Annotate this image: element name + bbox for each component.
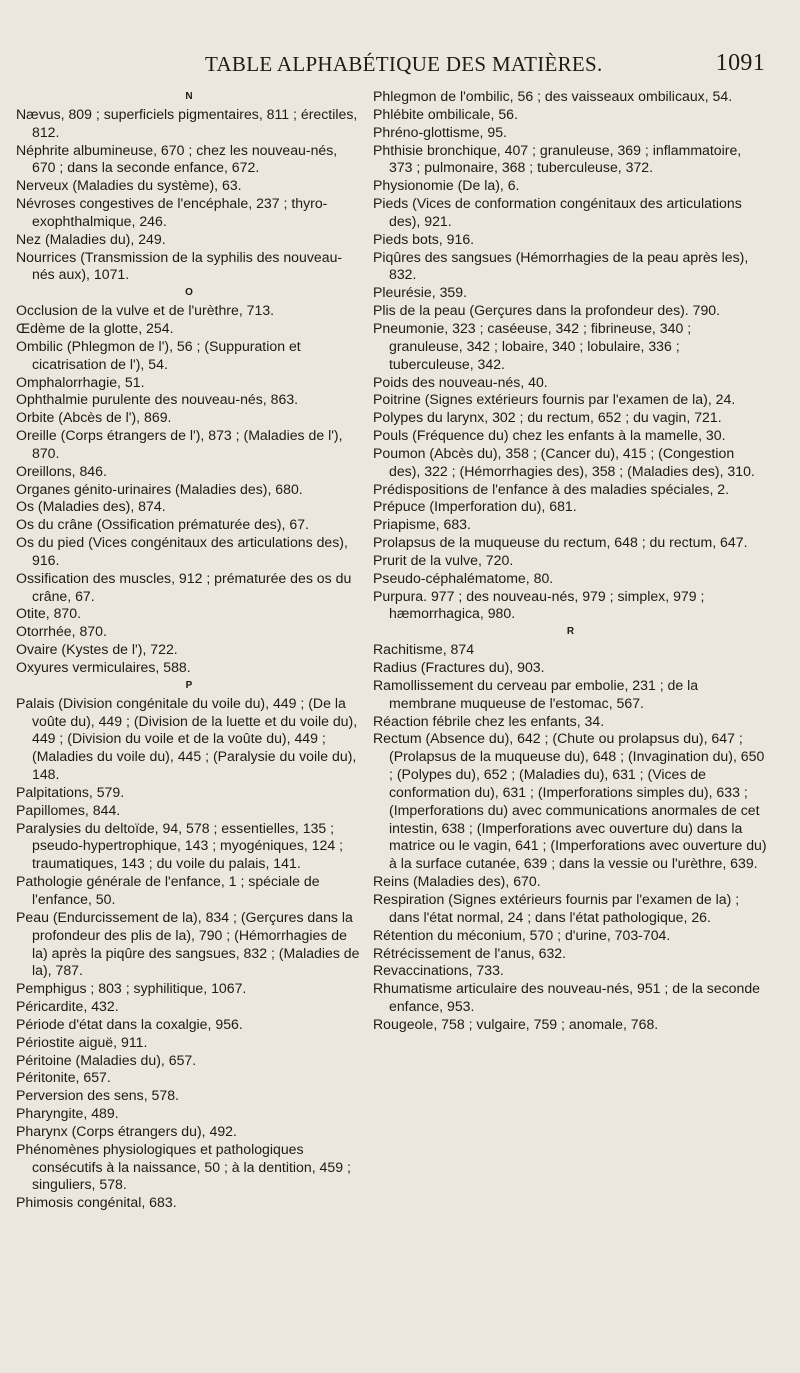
index-entry: Oreille (Corps étrangers de l'), 873 ; (Maladies de l'), 870.	[16, 427, 343, 461]
page-number: 1091	[715, 50, 765, 76]
section-letter: N	[185, 91, 193, 102]
index-entry: Pouls (Fréquence du) chez les enfants à la mamelle, 30.	[373, 427, 726, 444]
section-letter: P	[185, 679, 193, 691]
index-entry: Otorrhée, 870.	[16, 623, 107, 640]
index-entry: Rectum (Absence du), 642 ; (Chute ou prolapsus du), 647 ; (Prolapsus de la muqueuse du), 648 ; (Invagination du), 650 ; (Polypes du), 652 ; (Maladies du), 631 ; (Vices de conformation du), 631 ; (Imperforations simples du), 633 ; (Imperforations du) avec communications anormales de cet intestin, 638 ; (Imperforations avec ouverture du) dans la matrice ou le vagin, 641 ; (Imperforations avec ouverture du) à la surface cutanée, 639 ; dans la vessie ou l'urèthre, 639.	[373, 730, 767, 872]
index-entry: Paralysies du deltoïde, 94, 578 ; essentielles, 135 ; pseudo-hypertrophique, 143 ; myogéniques, 124 ; traumatiques, 143 ; du voile du palais, 141.	[16, 819, 344, 872]
section-letter: O	[185, 287, 193, 299]
index-entry: Pieds (Vices de conformation congénitaux des articulations des), 921.	[373, 195, 742, 229]
index-entry: Prolapsus de la muqueuse du rectum, 648 ; du rectum, 647.	[373, 534, 748, 551]
index-entry: Perversion des sens, 578.	[16, 1087, 179, 1104]
index-entry: Os du crâne (Ossification prématurée des), 67.	[16, 516, 309, 533]
index-entry: Œdème de la glotte, 254.	[16, 319, 174, 336]
index-entry: Piqûres des sangsues (Hémorrhagies de la peau après les), 832.	[373, 248, 749, 283]
index-entry: Rétrécissement de l'anus, 632.	[373, 944, 567, 961]
index-entry: Périostite aiguë, 911.	[16, 1033, 148, 1050]
index-entry: Respiration (Signes extérieurs fournis par l'examen de la) ; dans l'état normal, 24 ; dans l'état pathologique, 26.	[373, 890, 740, 925]
index-entry: Omphalorrhagie, 51.	[16, 373, 145, 390]
index-entry: Pleurésie, 359.	[373, 284, 468, 301]
index-entry: Priapisme, 683.	[373, 516, 471, 533]
index-entry: Péritonite, 657.	[16, 1069, 111, 1086]
index-entry: Nourrices (Transmission de la syphilis des nouveau-nés aux), 1071.	[16, 248, 343, 283]
index-entry: Nerveux (Maladies du système), 63.	[16, 177, 242, 194]
index-entry: Ossification des muscles, 912 ; prématurée des os du crâne, 67.	[16, 569, 352, 604]
index-entry: Phthisie bronchique, 407 ; granuleuse, 369 ; inflammatoire, 373 ; pulmonaire, 368 ; tuberculeuse, 372.	[373, 141, 742, 176]
index-entry: Ombilic (Phlegmon de l'), 56 ; (Suppuration et cicatrisation de l'), 54.	[16, 337, 301, 372]
index-entry: Ramollissement du cerveau par embolie, 231 ; de la membrane muqueuse de l'estomac, 567.	[373, 676, 699, 711]
index-entry: Période d'état dans la coxalgie, 956.	[16, 1015, 243, 1032]
index-entry: Péritoine (Maladies du), 657.	[16, 1051, 197, 1068]
index-entry: Peau (Endurcissement de la), 834 ; (Gerçures dans la profondeur des plis de la), 790 ; (Hémorrhagies de la) après la piqûre des sangsues, 832 ; (Maladies de la), 787.	[16, 908, 360, 979]
index-entry: Poumon (Abcès du), 358 ; (Cancer du), 415 ; (Congestion des), 322 ; (Hémorrhagies des), 358 ; (Maladies des), 310.	[373, 444, 755, 479]
right-index-column	[373, 88, 768, 1034]
index-entry: Pathologie générale de l'enfance, 1 ; spéciale de l'enfance, 50.	[16, 873, 320, 907]
section-letter: R	[566, 626, 575, 638]
index-entry: Péricardite, 432.	[16, 998, 119, 1015]
index-entry: Radius (Fractures du), 903.	[373, 659, 545, 675]
index-entry: Prédispositions de l'enfance à des maladies spéciales, 2.	[373, 480, 730, 497]
index-entry: Pieds bots, 916.	[373, 230, 475, 247]
index-entry: Phlegmon de l'ombilic, 56 ; des vaisseaux ombilicaux, 54.	[373, 88, 733, 104]
index-entry: Néphrite albumineuse, 670 ; chez les nouveau-nés, 670 ; dans la seconde enfance, 672.	[16, 141, 338, 176]
index-entry: Palais (Division congénitale du voile du), 449 ; (De la voûte du), 449 ; (Division de la luette et du voile du), 449 ; (Division du voile et de la voûte du), 449 ; (Maladies du voile du), 445 ; (Paralysie du voile du), 148.	[16, 694, 358, 783]
index-entry: Otite, 870.	[16, 605, 82, 622]
index-entry: Phénomènes physiologiques et pathologiques consécutifs à la naissance, 50 ; à la dentition, 459 ; singuliers, 578.	[16, 1140, 351, 1193]
index-entry: Physionomie (De la), 6.	[373, 177, 520, 194]
index-entry: Réaction fébrile chez les enfants, 34.	[373, 712, 605, 729]
index-entry: Rougeole, 758 ; vulgaire, 759 ; anomale, 768.	[373, 1015, 659, 1032]
index-entry: Poitrine (Signes extérieurs fournis par l'examen de la), 24.	[373, 391, 736, 408]
index-entry: Ophthalmie purulente des nouveau-nés, 863.	[16, 391, 299, 408]
left-index-column	[16, 88, 362, 1212]
index-entry: Orbite (Abcès de l'), 869.	[16, 409, 172, 426]
running-title: TABLE ALPHABÉTIQUE DES MATIÈRES.	[205, 52, 603, 76]
index-entry: Poids des nouveau-nés, 40.	[373, 373, 548, 390]
index-entry: Pharyngite, 489.	[16, 1105, 119, 1122]
index-entry: Phimosis congénital, 683.	[16, 1194, 177, 1211]
index-entry: Purpura. 977 ; des nouveau-nés, 979 ; simplex, 979 ; hæmorrhagica, 980.	[373, 587, 705, 622]
index-entry: Prurit de la vulve, 720.	[373, 551, 514, 568]
index-entry: Polypes du larynx, 302 ; du rectum, 652 ; du vagin, 721.	[373, 409, 722, 426]
index-entry: Revaccinations, 733.	[373, 962, 504, 979]
index-entry: Pharynx (Corps étrangers du), 492.	[16, 1122, 237, 1139]
index-entry: Phlébite ombilicale, 56.	[373, 105, 518, 122]
index-entry: Papillomes, 844.	[16, 801, 121, 818]
index-entry: Pseudo-céphalématome, 80.	[373, 569, 554, 586]
index-entry: Oreillons, 846.	[16, 462, 107, 479]
index-entry: Reins (Maladies des), 670.	[373, 873, 541, 890]
index-entry: Nævus, 809 ; superficiels pigmentaires, 811 ; érectiles, 812.	[16, 105, 358, 140]
index-entry: Nez (Maladies du), 249.	[16, 230, 166, 247]
index-entry: Prépuce (Imperforation du), 681.	[373, 498, 577, 515]
index-entry: Pneumonie, 323 ; caséeuse, 342 ; fibrineuse, 340 ; granuleuse, 342 ; lobaire, 340 ; lobulaire, 336 ; tuberculeuse, 342.	[373, 319, 692, 372]
index-entry: Ovaire (Kystes de l'), 722.	[16, 641, 178, 658]
index-entry: Névroses congestives de l'encéphale, 237 ; thyro-exophthalmique, 246.	[16, 195, 328, 229]
index-entry: Rhumatisme articulaire des nouveau-nés, 951 ; de la seconde enfance, 953.	[373, 980, 761, 1015]
index-entry: Rachitisme, 874	[373, 641, 475, 658]
index-entry: Rétention du méconium, 570 ; d'urine, 703-704.	[373, 926, 671, 943]
index-entry: Plis de la peau (Gerçures dans la profondeur des). 790.	[373, 302, 721, 319]
index-entry: Occlusion de la vulve et de l'urèthre, 713.	[16, 302, 275, 319]
index-entry: Palpitations, 579.	[16, 783, 125, 800]
index-entry: Os du pied (Vices congénitaux des articulations des), 916.	[16, 534, 348, 568]
index-entry: Phréno-glottisme, 95.	[373, 123, 507, 140]
index-entry: Os (Maladies des), 874.	[16, 498, 166, 515]
index-entry: Oxyures vermiculaires, 588.	[16, 659, 191, 675]
index-entry: Organes génito-urinaires (Maladies des), 680.	[16, 480, 303, 497]
index-entry: Pemphigus ; 803 ; syphilitique, 1067.	[16, 980, 247, 997]
